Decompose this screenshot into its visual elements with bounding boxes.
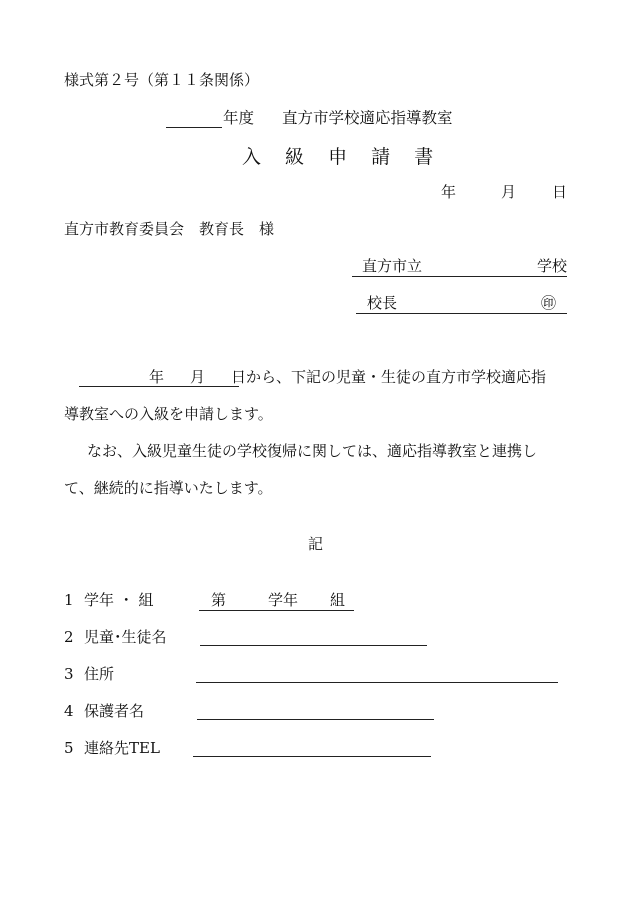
item-label-guardian: 保護者名 [84,702,145,720]
item-number: 2 [64,628,74,646]
body-line-2: 導教室への入級を申請します。 [64,405,273,423]
form-number: 様式第２号（第１１条関係） [64,71,260,89]
grade-value-kumi: 組 [330,591,346,609]
principal-label: 校長 [367,294,398,312]
start-month: 月 [190,368,206,386]
item-number: 5 [64,739,74,757]
item-label-address: 住所 [84,665,115,683]
body-line-4: て、継続的に指導いたします。 [64,479,273,497]
school-underline [352,276,567,277]
addressee: 直方市教育委員会 教育長 様 [64,220,275,238]
ki-heading: 記 [308,535,324,553]
heading-year-suffix: 年度 [223,109,255,127]
date-year: 年 [441,183,457,201]
student-name-line [200,645,427,646]
seal-mark: ㊞ [541,294,557,312]
item-number: 3 [64,665,74,683]
guardian-line [197,719,434,720]
date-day: 日 [552,183,568,201]
principal-underline [356,313,567,314]
item-label-phone: 連絡先TEL [84,739,160,757]
body-line-1: 日から、下記の児童・生徒の直方市学校適応指 [231,368,547,386]
item-number: 4 [64,702,74,720]
body-line-3: なお、入級児童生徒の学校復帰に関しては、適応指導教室と連携し [87,442,538,460]
phone-line [193,756,431,757]
school-suffix: 学校 [537,257,568,275]
grade-value-dai: 第 [211,591,227,609]
item-label-grade-class: 学年 ・ 組 [84,591,154,609]
start-year: 年 [149,368,165,386]
date-month: 月 [501,183,517,201]
page-title: 入 級 申 請 書 [242,146,443,168]
address-line [196,682,558,683]
item-number: 1 [64,591,74,609]
year-blank-line [166,127,222,128]
school-prefix: 直方市立 [362,257,423,275]
grade-underline [199,610,354,611]
heading-program: 直方市学校適応指導教室 [282,109,453,127]
start-date-line [79,386,239,387]
item-label-student-name: 児童･生徒名 [84,628,167,646]
grade-value-gakunen: 学年 [268,591,299,609]
